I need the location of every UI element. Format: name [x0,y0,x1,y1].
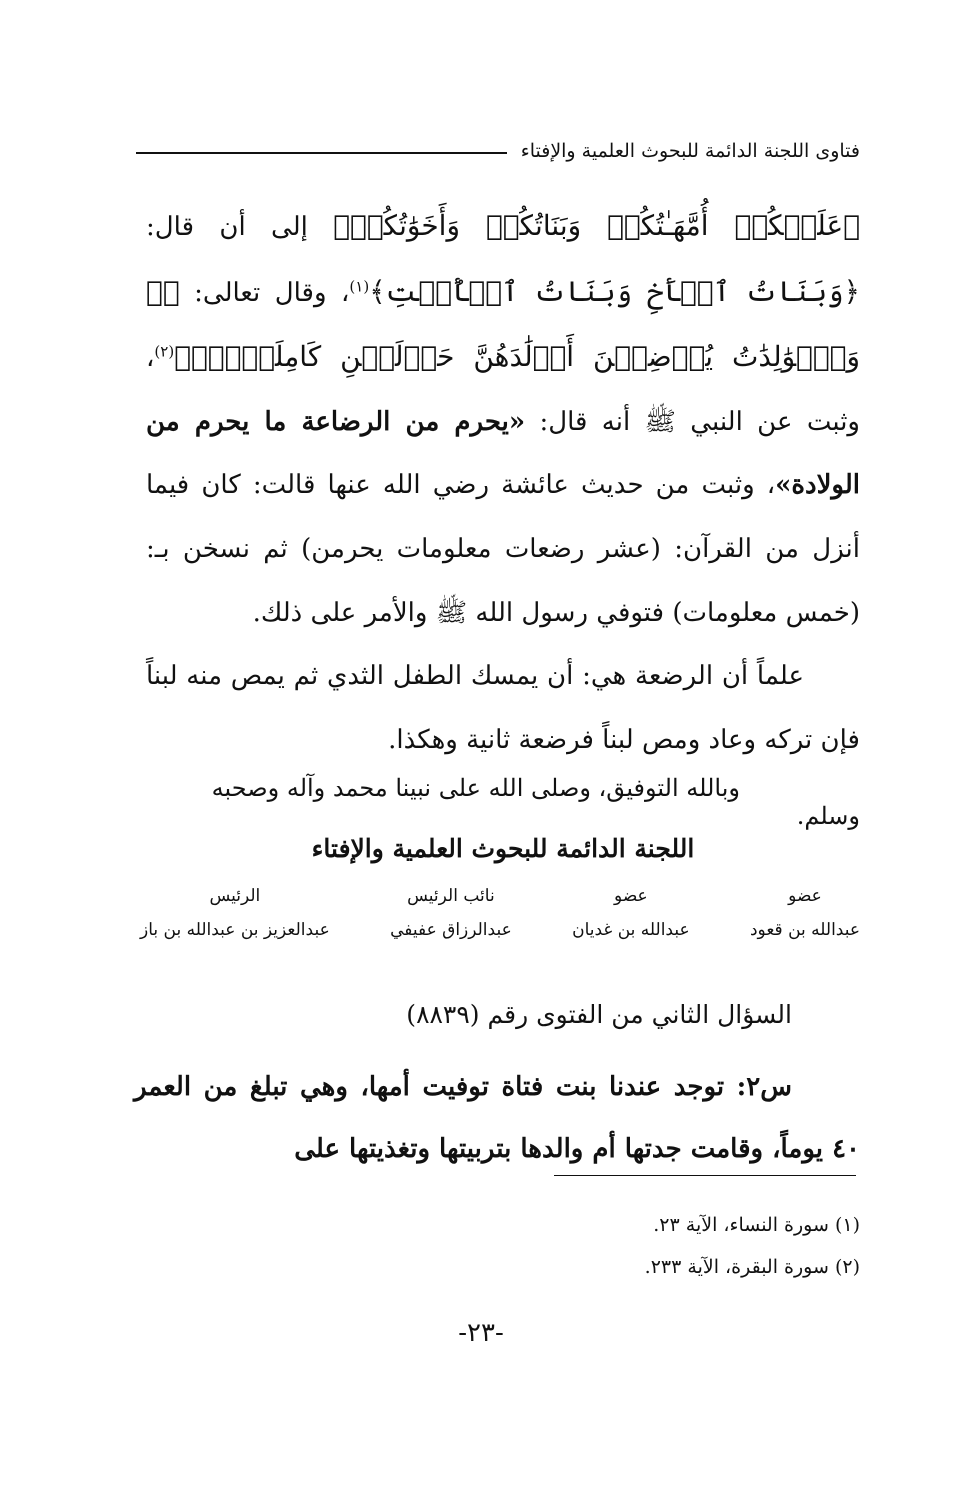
hadith-quote: «يحرم من الرضاعة ما يحرم من الولادة» [146,406,860,501]
footnote-ref-1: (١) [349,276,370,295]
signature-member-3 [572,886,690,940]
question-reference: السؤال الثاني من الفتوى رقم (٨٨٣٩) [406,1000,792,1029]
quran-verse-3: ۞ وَٱلۡوَٰلِدَٰتُ يُرۡضِعۡنَ أَوۡلَٰدَهُنَّ حَوۡلَيۡنِ كَامِلَيۡنِۖ [146,274,860,374]
quran-bracket-close: ﴾ [174,340,191,374]
body-text [146,194,860,772]
signature-member-1 [140,886,330,940]
signature-member-2 [390,886,512,940]
text-segment-3: ، وثبت عن النبي ﷺ أنه قال: [146,343,860,437]
footnote-1: (١) سورة النساء، الآية ٢٣. [653,1214,860,1236]
question-text: س٢: توجد عندنا بنت فتاة توفيت أمها، وهي تبلغ من العمر ٤٠ يوماً، وقامت جدتها أم والدها بتربيتها وتغذيتها على [134,1072,860,1164]
member-name: عبدالرزاق عفيفي [390,920,512,940]
member-name: عبدالله بن غديان [572,920,690,940]
paragraph-1 [146,194,860,645]
header-title: فتاوى اللجنة الدائمة للبحوث العلمية والإفتاء [520,140,860,162]
quran-bracket-close: ﴾ [369,274,386,308]
footnotes [146,1204,860,1288]
quran-bracket-open: ﴿ [843,209,860,242]
committee-title: اللجنة الدائمة للبحوث العلمية والإفتاء [311,834,695,863]
page-number: -٢٣- [458,1318,504,1348]
text-segment-4: ، وثبت من حديث عائشة رضي الله عنها قالت: كان فيما أنزل من القرآن: (عشر رضعات معلومات يحرمن) ثم نسخن بـ: (خمس معلومات) فتوفي رسول الله ﷺ والأمر على ذلك. [146,470,860,628]
paragraph-2: علماً أن الرضعة هي: أن يمسك الطفل الثدي ثم يمص منه لبناً فإن تركه وعاد ومص لبناً فرضعة ثانية وهكذا. [146,661,860,755]
footnote-ref-2: (٢) [154,342,175,361]
member-role: نائب الرئيس [407,886,495,906]
text-segment-2: ، وقال تعالى: [194,277,350,308]
member-name: عبدالله بن قعود [749,920,860,940]
footnote-2: (٢) سورة البقرة، الآية ٢٣٣. [644,1256,860,1278]
signature-member-4 [750,886,860,940]
member-name: عبدالعزيز بن عبدالله بن باز [140,920,330,940]
signature-block [140,886,860,940]
quran-bracket-close: ﴾ [333,209,351,242]
quran-bracket-open: ﴿ [843,274,860,308]
quran-verse-2: وَبَنَاتُ ٱلۡأَخِ وَبَنَاتُ ٱلۡأُخۡتِ [385,274,844,308]
member-role: الرئيس [209,886,261,906]
running-header [136,140,860,162]
quran-bracket-open: ﴿ [162,274,180,308]
text-segment-1: إلى أن قال: [146,212,308,242]
member-role: عضو [614,886,648,906]
header-rule [136,152,507,154]
quran-verse-1: عَلَيۡكُمۡ أُمَّهَـٰتُكُمۡ وَبَنَاتُكُمۡ وَأَخَوَٰتُكُمۡ [350,209,844,242]
member-role: عضو [788,886,822,906]
footnote-rule [554,1175,856,1176]
closing-line: وبالله التوفيق، وصلى الله على نبينا محمد وآله وصحبه وسلم. [211,774,860,830]
